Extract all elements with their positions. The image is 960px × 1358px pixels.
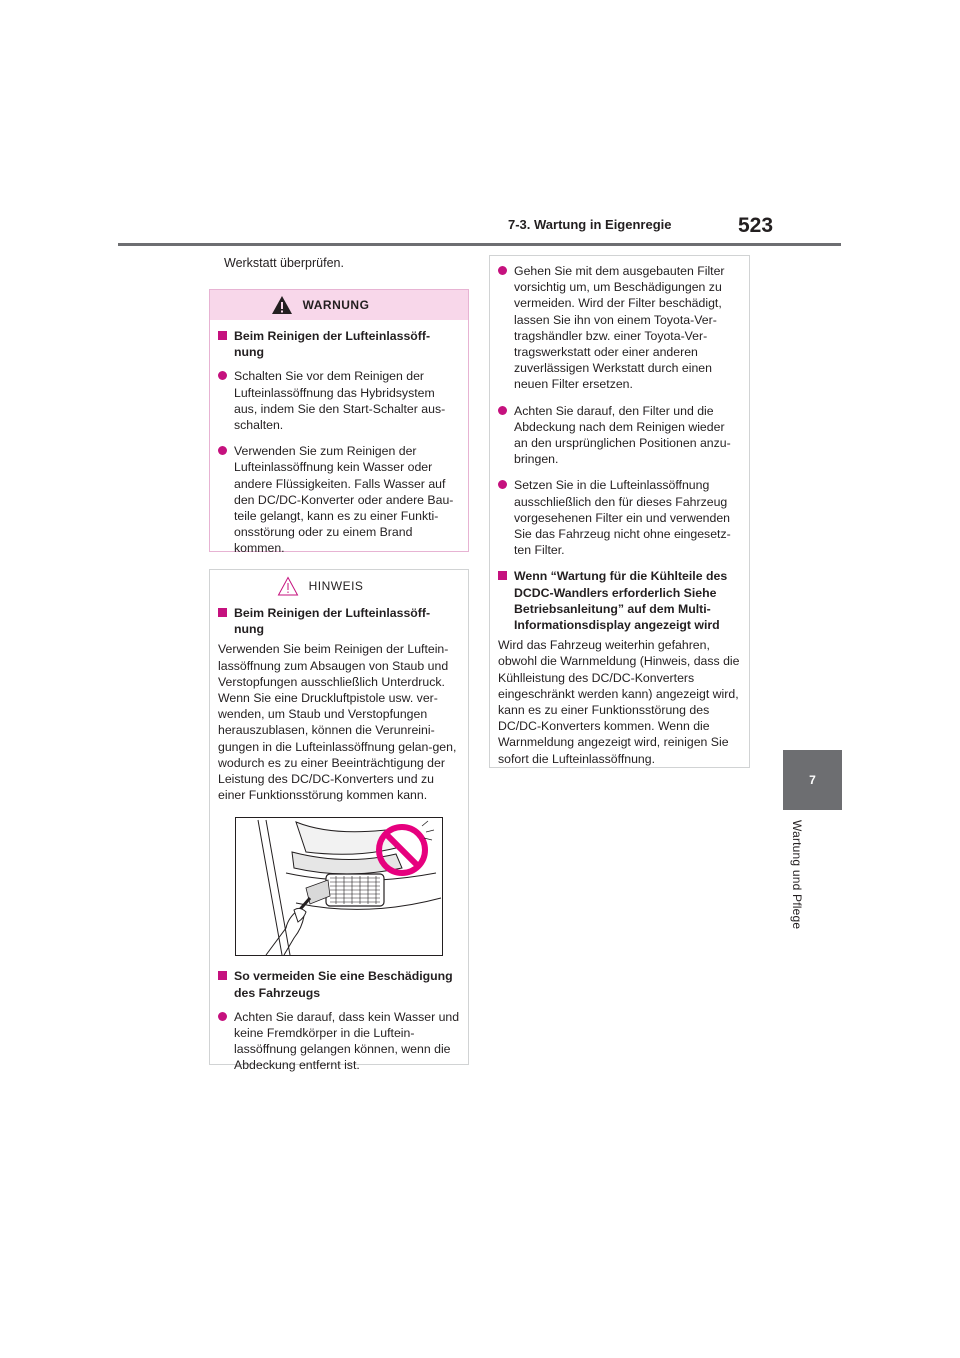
page-number: 523 [738, 214, 774, 237]
section-title: 7-3. Wartung in Eigenregie [508, 217, 672, 232]
continued-notice-box [489, 255, 750, 768]
notice-header [210, 573, 468, 599]
warning-heading: Beim Reinigen der Lufteinlassöff-nung [218, 328, 460, 360]
round-bullet-icon [498, 480, 507, 489]
caution-triangle-icon [277, 576, 299, 596]
round-bullet-icon [218, 1012, 227, 1021]
intro-text: Werkstatt überprüfen. [224, 256, 344, 270]
warning-header [210, 290, 468, 320]
round-bullet-icon [218, 371, 227, 380]
air-intake-cleaning-illustration [235, 817, 443, 956]
notice-heading: Wenn “Wartung für die Kühlteile des DCDC-Wandlers erforderlich Siehe Betriebsanleitung” auf dem Multi-Informationsdisplay angezeigt wird [498, 568, 741, 633]
square-bullet-icon [218, 608, 227, 617]
notice-bullet: Gehen Sie mit dem ausgebauten Filter vorsichtig um, um Beschädigungen zu vermeiden. Wird der Filter beschädigt, lassen Sie ihn von einem Toyota-Ver-tragshändler bzw. einer Toyota-Ver-tragswerkstatt oder einer anderen zuverlässigen Werkstatt durch einen neuen Filter ersetzen. [498, 263, 741, 393]
warning-bullet: Schalten Sie vor dem Reinigen der Lufteinlassöffnung das Hybridsystem aus, indem Sie den Start-Schalter aus-schalten. [218, 368, 460, 433]
warning-title: WARNUNG [302, 298, 370, 312]
square-bullet-icon [498, 571, 507, 580]
square-bullet-icon [218, 331, 227, 340]
notice-paragraph: Verwenden Sie beim Reinigen der Luftein-lassöffnung zum Absaugen von Staub und Verstopfungen ausschließlich Unterdruck. Wenn Sie eine Druckluftpistole usw. ver-wenden, um Staub und Verstopfungen herauszublasen, können die Verunreini-gungen in die Lufteinlassöffnung gelan-gen, wodurch es zu einer Beeinträchtigung der Leistung des DC/DC-Konverters und zu einer Funktionsstörung kommen kann. [218, 642, 457, 803]
notice-bullet: Setzen Sie in die Lufteinlassöffnung ausschließlich den für dieses Fahrzeug vorgesehenen Filter ein und verwenden Sie das Fahrzeug nicht ohne eingesetz-ten Filter. [498, 477, 741, 558]
notice-box [209, 569, 469, 1073]
square-bullet-icon [218, 971, 227, 980]
round-bullet-icon [498, 266, 507, 275]
round-bullet-icon [218, 446, 227, 455]
notice-paragraph: Wird das Fahrzeug weiterhin gefahren, obwohl die Warnmeldung (Hinweis, dass die Kühlleistung des DC/DC-Konverters eingeschränkt werden kann) angezeigt wird, kann es zu einer Funktionsstörung des DC/DC-Konverters kommen. Wenn die Warnmeldung angezeigt wird, reinigen Sie sofort die Lufteinlassöffnung. [498, 638, 740, 766]
notice-bullet: Achten Sie darauf, den Filter und die Abdeckung nach dem Reinigen wieder an den ursprünglichen Positionen anzu-bringen. [498, 403, 741, 468]
warning-box [209, 289, 469, 556]
header-divider [118, 243, 841, 246]
notice-heading: So vermeiden Sie eine Beschädigung des Fahrzeugs [218, 968, 460, 1000]
chapter-tab[interactable]: 7 [783, 750, 842, 810]
round-bullet-icon [498, 406, 507, 415]
warning-triangle-icon [271, 295, 293, 315]
notice-title: HINWEIS [308, 579, 364, 593]
notice-heading: Beim Reinigen der Lufteinlassöff-nung [218, 605, 460, 637]
warning-bullet: Verwenden Sie zum Reinigen der Lufteinlassöffnung kein Wasser oder andere Flüssigkeiten. Falls Wasser auf den DC/DC-Konverter oder andere Bau-teile gelangt, kann es zu einer Funkti-onsstörung oder zu einem Brand kommen. [218, 443, 460, 556]
notice-bullet: Achten Sie darauf, dass kein Wasser und keine Fremdkörper in die Luftein-lassöffnung gelangen können, wenn die Abdeckung entfernt ist. [218, 1009, 460, 1074]
chapter-label: Wartung und Pflege [790, 820, 804, 930]
